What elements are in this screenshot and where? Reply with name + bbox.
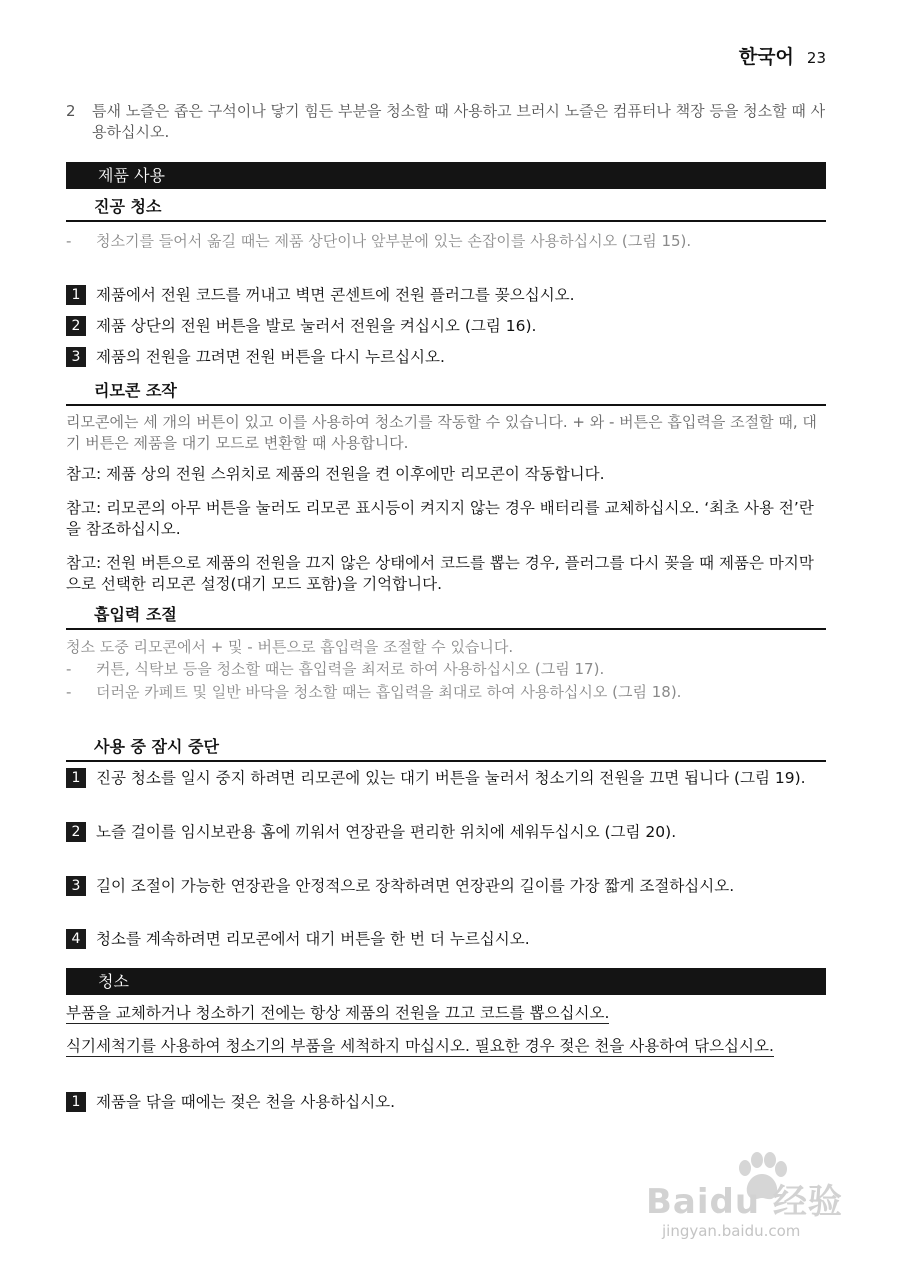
page-header xyxy=(739,42,826,69)
watermark-url: jingyan.baidu.com xyxy=(662,1222,801,1240)
step-item: 3 길이 조절이 가능한 연장관을 안정적으로 장착하려면 연장관의 길이를 가장 짧게 조절하십시오. xyxy=(66,875,826,897)
subheading-vacuum: 진공 청소 xyxy=(66,196,826,222)
step-number-badge: 1 xyxy=(66,285,86,305)
step-number-badge: 4 xyxy=(66,929,86,949)
step-item: 1 제품에서 전원 코드를 꺼내고 벽면 콘센트에 전원 플러그를 꽂으십시오. xyxy=(66,284,826,306)
note-text: 참고: 리모콘의 아무 버튼을 눌러도 리모콘 표시등이 켜지지 않는 경우 배터리를 교체하십시오. ‘최초 사용 전’란을 참조하십시오. xyxy=(66,499,814,538)
warning-text: 식기세척기를 사용하여 청소기의 부품을 세척하지 마십시오. 필요한 경우 젖은 천을 사용하여 닦으십시오. xyxy=(66,1037,774,1055)
subheading-remote: 리모콘 조작 xyxy=(66,380,826,406)
watermark-logo: Baidu 经验 xyxy=(646,1182,843,1222)
section-heading-use: 제품 사용 xyxy=(66,162,826,189)
step-item: 2 제품 상단의 전원 버튼을 발로 눌러서 전원을 켜십시오 (그림 16). xyxy=(66,315,826,337)
suction-description: 청소 도중 리모콘에서 + 및 - 버튼으로 흡입력을 조절할 수 있습니다. xyxy=(66,638,514,656)
step-number-badge: 3 xyxy=(66,347,86,367)
step-item: 1 제품을 닦을 때에는 젖은 천을 사용하십시오. xyxy=(66,1091,826,1113)
step-number-badge: 2 xyxy=(66,316,86,336)
bullet-carry: - 청소기를 들어서 옮길 때는 제품 상단이나 앞부분에 있는 손잡이를 사용하십시오 (그림 15). xyxy=(66,232,692,250)
step-number-badge: 1 xyxy=(66,768,86,788)
subheading-suction: 흡입력 조절 xyxy=(66,604,826,630)
bullet-low-suction: - 커튼, 식탁보 등을 청소할 때는 흡입력을 최저로 하여 사용하십시오 (그림 17). xyxy=(66,660,605,678)
warning-text: 부품을 교체하거나 청소하기 전에는 항상 제품의 전원을 끄고 코드를 뽑으십시오. xyxy=(66,1004,610,1022)
step-item: 3 제품의 전원을 끄려면 전원 버튼을 다시 누르십시오. xyxy=(66,346,826,368)
subheading-pause: 사용 중 잠시 중단 xyxy=(66,736,826,762)
intro-number: 2 xyxy=(66,102,76,120)
bullet-high-suction: - 더러운 카페트 및 일반 바닥을 청소할 때는 흡입력을 최대로 하여 사용하십시오 (그림 18). xyxy=(66,683,682,701)
remote-description: 리모콘에는 세 개의 버튼이 있고 이를 사용하여 청소기를 작동할 수 있습니다. + 와 - 버튼은 흡입력을 조절할 때, 대기 버튼은 제품을 대기 모드로 변환할 때 사용합니다. xyxy=(66,413,817,452)
step-item: 2 노즐 걸이를 임시보관용 홈에 끼워서 연장관을 편리한 위치에 세워두십시오 (그림 20). xyxy=(66,821,826,843)
language-label: 한국어 xyxy=(738,46,794,68)
step-number-badge: 1 xyxy=(66,1092,86,1112)
section-heading-cleaning: 청소 xyxy=(66,968,826,995)
intro-paragraph xyxy=(66,101,826,143)
note-text: 참고: 전원 버튼으로 제품의 전원을 끄지 않은 상태에서 코드를 뽑는 경우, 플러그를 다시 꽂을 때 제품은 마지막으로 선택한 리모콘 설정(대기 모드 포함)을 기억합니다. xyxy=(66,554,814,593)
step-item: 4 청소를 계속하려면 리모콘에서 대기 버튼을 한 번 더 누르십시오. xyxy=(66,928,826,950)
note-text: 참고: 제품 상의 전원 스위치로 제품의 전원을 켠 이후에만 리모콘이 작동합니다. xyxy=(66,465,605,483)
baidu-watermark xyxy=(646,1148,843,1248)
step-number-badge: 2 xyxy=(66,822,86,842)
step-number-badge: 3 xyxy=(66,876,86,896)
intro-text: 틈새 노즐은 좁은 구석이나 닿기 힘든 부분을 청소할 때 사용하고 브러시 노즐은 컴퓨터나 책장 등을 청소할 때 사용하십시오. xyxy=(92,102,826,141)
page-number: 23 xyxy=(806,49,826,67)
step-item: 1 진공 청소를 일시 중지 하려면 리모콘에 있는 대기 버튼을 눌러서 청소기의 전원을 끄면 됩니다 (그림 19). xyxy=(66,767,826,789)
